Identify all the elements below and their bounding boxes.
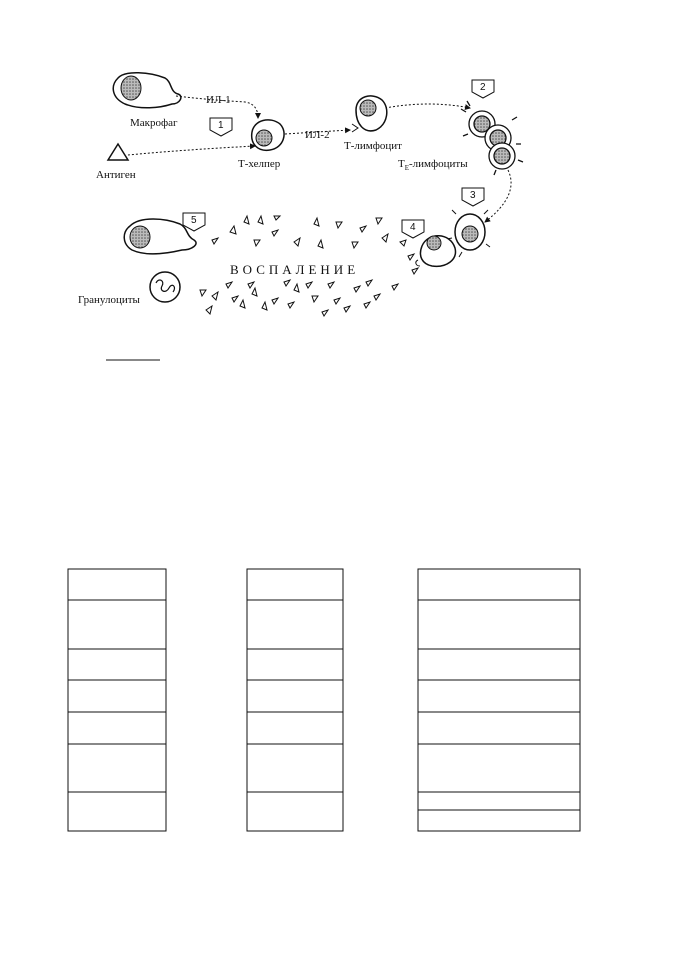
t-helper-cell — [252, 120, 284, 150]
te-lymphocytes-label: $Т_Е$-лимфоциты — [398, 158, 468, 172]
antigen-label: Антиген — [96, 169, 136, 181]
svg-text:2: 2 — [480, 82, 486, 93]
table-middle — [247, 569, 343, 831]
svg-text:5: 5 — [191, 215, 197, 226]
marker-2 — [472, 80, 494, 98]
svg-text:3: 3 — [470, 190, 476, 201]
il1-label: ИЛ-1 — [206, 94, 231, 106]
granulocytes-label: Гранулоциты — [78, 294, 140, 306]
marker-5 — [183, 213, 205, 231]
t-lymphocyte-label: Т-лимфоцит — [344, 140, 402, 152]
marker-3 — [462, 188, 484, 206]
antigen-icon — [108, 144, 128, 160]
il2-label: ИЛ-2 — [305, 129, 330, 141]
macrophage-label: Макрофаг — [130, 117, 178, 129]
table-left — [68, 569, 166, 831]
table-right — [418, 569, 580, 831]
macrophage-cell — [113, 73, 181, 108]
te-lymphocyte-cluster — [461, 101, 523, 175]
marker-4 — [402, 220, 424, 238]
svg-text:1: 1 — [218, 120, 224, 131]
svg-text:4: 4 — [410, 222, 416, 233]
granulocyte-cell — [150, 272, 180, 302]
t-lymphocyte-cell — [352, 96, 387, 132]
inflammation-label: ВОСПАЛЕНИЕ — [230, 262, 360, 277]
t-helper-label: Т-хелпер — [238, 158, 281, 170]
marker-1 — [210, 118, 232, 136]
activated-macrophage-cell — [416, 236, 456, 267]
